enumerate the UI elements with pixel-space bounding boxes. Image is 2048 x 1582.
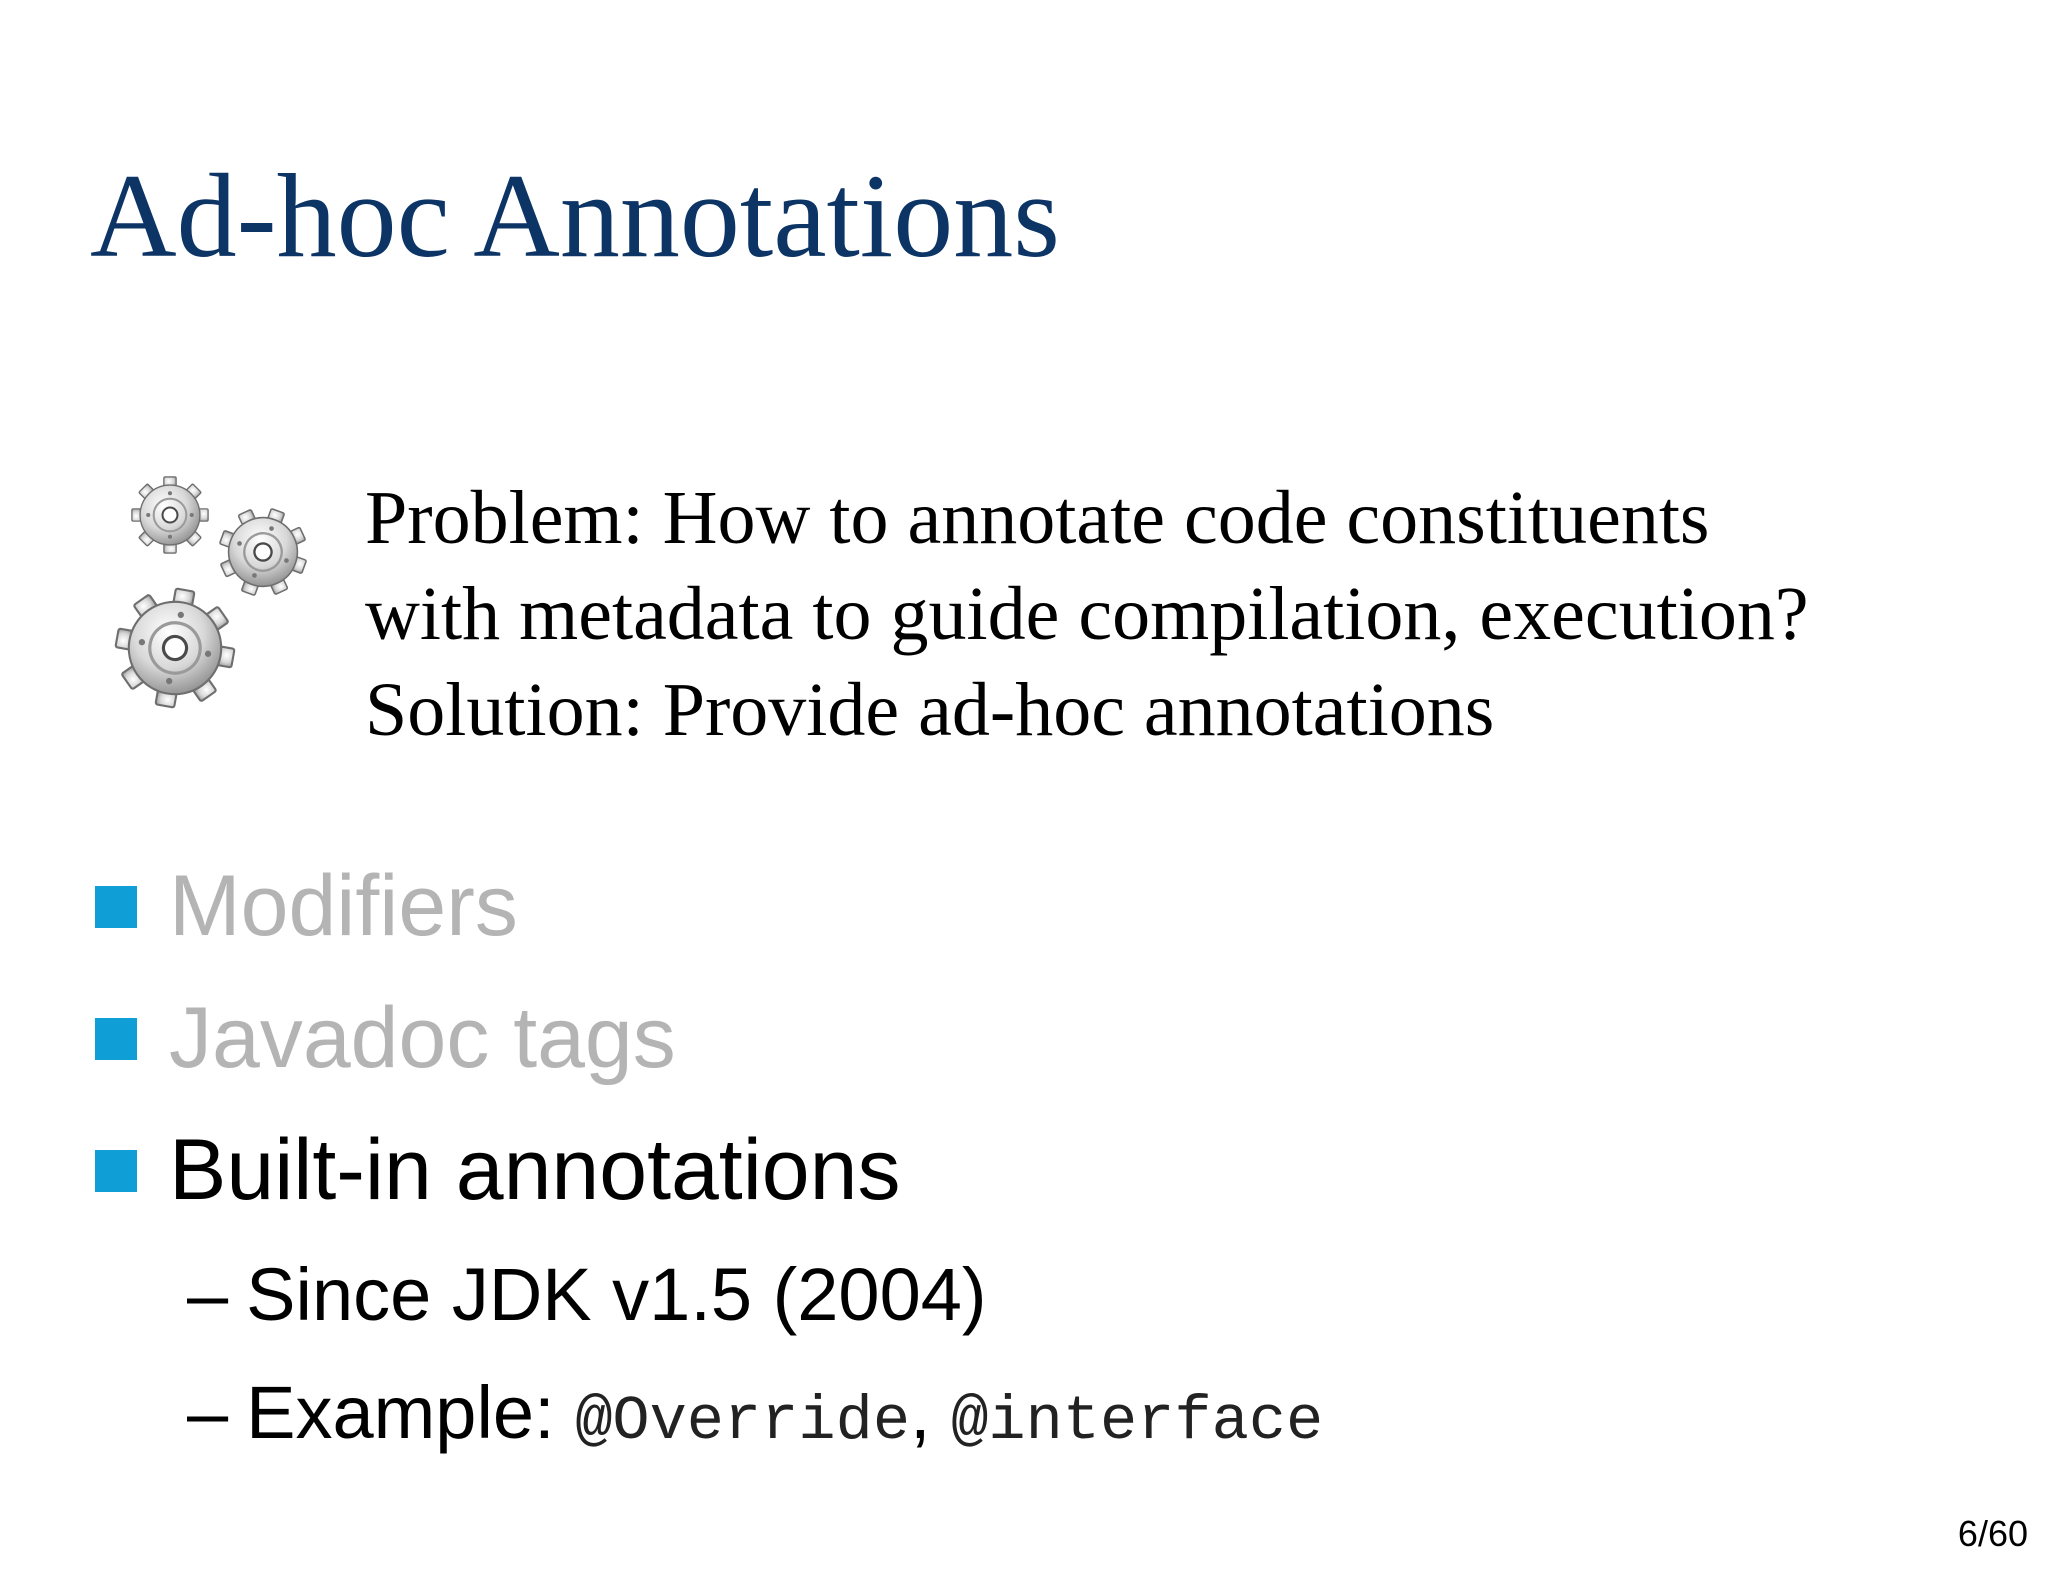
problem-line-2: with metadata to guide compilation, execution? [365,572,1809,656]
sub-bullet-text: Since JDK v1.5 (2004) [246,1253,987,1336]
page-number: 6/60 [1957,1513,2028,1554]
bullet-square-icon [95,1018,137,1060]
problem-solution-text [365,470,1809,758]
sub-bullet-dash: – [187,1371,229,1454]
sub-bullet-text: Example: [246,1371,576,1454]
bullet-square-icon [95,1150,137,1192]
code-interface: @interface [951,1386,1324,1457]
bullet-square-icon [95,886,137,928]
sub-bullet-example [95,1354,1323,1472]
bullet-text: Built-in annotations [169,1122,901,1218]
problem-line-1: Problem: How to annotate code constituents [365,476,1710,560]
bullet-item-modifiers [95,840,1323,972]
bullet-item-built-in-annotations [95,1104,1323,1236]
bullet-list [95,840,1323,1472]
sub-bullet-dash: – [187,1253,229,1336]
gears-icon [95,470,335,730]
code-separator: , [910,1371,952,1454]
sub-bullet-since-jdk [95,1236,1323,1354]
bullet-text: Modifiers [169,858,518,954]
bullet-item-javadoc-tags [95,972,1323,1104]
solution-line: Solution: Provide ad-hoc annotations [365,668,1495,752]
slide-title: Ad-hoc Annotations [90,149,1060,282]
bullet-text: Javadoc tags [169,990,676,1086]
code-override: @Override [575,1386,911,1457]
